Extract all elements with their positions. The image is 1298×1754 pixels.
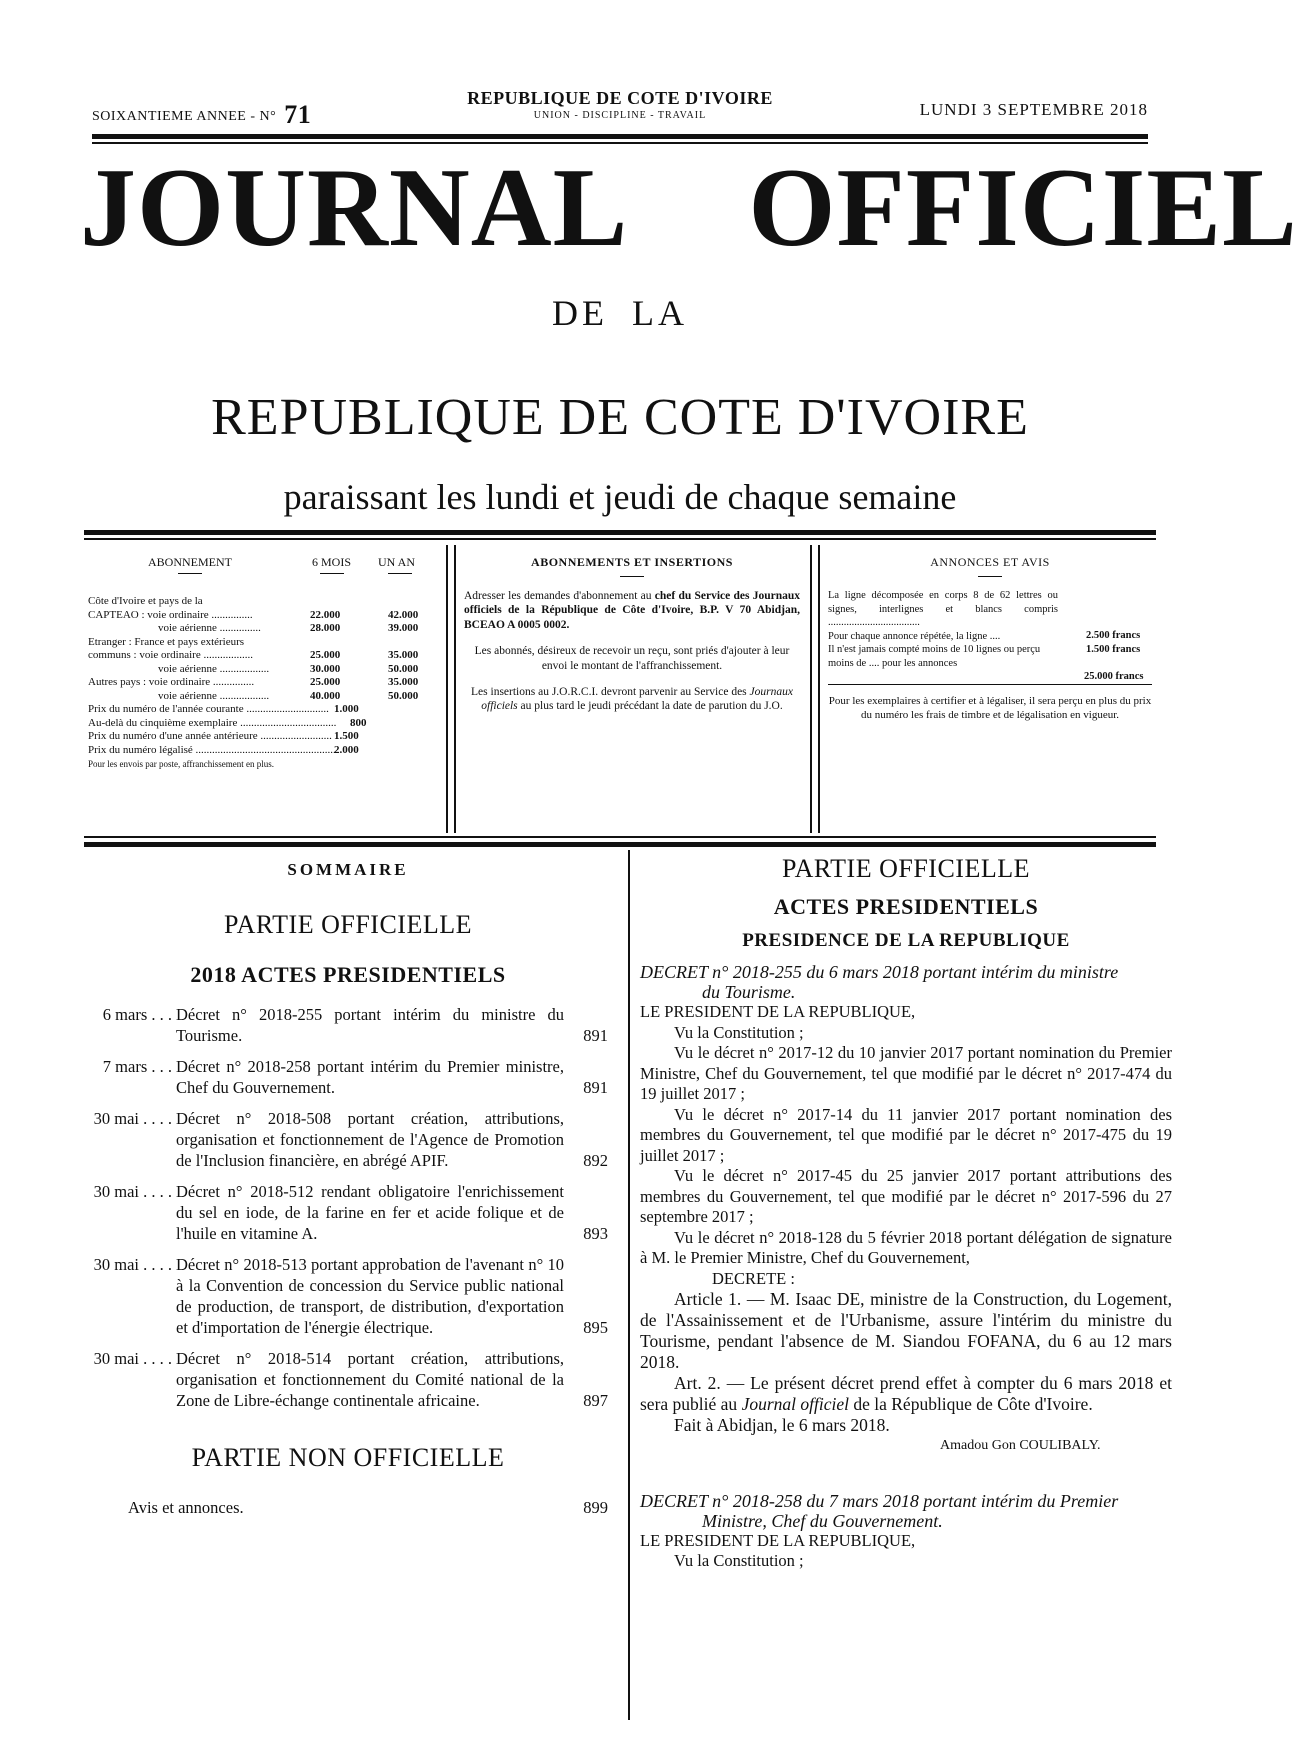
rate-label: Côte d'Ivoire et pays de la xyxy=(88,595,203,607)
price-label: Prix du numéro de l'année courante .............................. xyxy=(88,703,329,715)
national-motto: UNION - DISCIPLINE - TRAVAIL xyxy=(533,110,707,121)
heading-underline xyxy=(320,573,344,574)
toc-page: 892 xyxy=(583,1151,608,1170)
vu-list xyxy=(640,1023,1172,1269)
rate-un-an: 35.000 xyxy=(388,649,419,661)
rate-un-an: 35.000 xyxy=(388,676,419,688)
rate-label: Autres pays : voie ordinaire ............... xyxy=(88,676,255,688)
boxes-top-rule-thin xyxy=(84,538,1156,540)
sommaire-title: SOMMAIRE xyxy=(287,860,409,879)
country-title: REPUBLIQUE DE COTE D'IVOIRE xyxy=(211,389,1029,446)
abonnement-header xyxy=(88,545,438,585)
toc-entry[interactable] xyxy=(88,1108,608,1171)
price-row xyxy=(88,717,438,731)
deadline-prefix: Les insertions au J.O.R.C.I. devront parvenir au Service des xyxy=(471,685,747,698)
postage-note: Pour les envois par poste, affranchissement en plus. xyxy=(88,759,275,769)
insertions-address xyxy=(464,589,800,632)
fait-line: Fait à Abidjan, le 6 mars 2018. xyxy=(674,1415,890,1435)
journal-title xyxy=(80,146,1298,270)
main-actes-presidentiels: ACTES PRESIDENTIELS xyxy=(773,894,1039,919)
president-line-2: LE PRESIDENT DE LA REPUBLIQUE, xyxy=(640,1530,916,1550)
rate-un-an: 50.000 xyxy=(388,689,419,702)
toc-entry[interactable] xyxy=(88,1056,608,1098)
vu-clause: Vu le décret n° 2017-12 du 10 janvier 2017 portant nomination du Premier Ministre, Chef du Gouvernement, tel que modifié par le décret n° 2017-474 du 19 juillet 2017 ; xyxy=(640,1043,1172,1103)
decree-1-title-a: DECRET n° 2018-255 du 6 mars 2018 portant intérim du ministre xyxy=(640,962,1119,982)
toc-avis-label: Avis et annonces. xyxy=(128,1498,244,1517)
signature: Amadou Gon COULIBALY. xyxy=(940,1438,1101,1453)
toc-text: Décret n° 2018-508 portant création, attributions, organisation et fonctionnement de l'Agence de Promotion de l'Inclusion financière, en abrégé APIF. xyxy=(176,1109,564,1170)
title-de-la xyxy=(0,292,1240,334)
decree-2018-255 xyxy=(640,962,1172,1457)
price-row xyxy=(88,703,438,717)
header-rule-thin xyxy=(92,142,1148,144)
toc-date: 30 mai . . . . xyxy=(93,1255,172,1274)
decrete-line: DECRETE : xyxy=(712,1268,795,1288)
sommaire-actes-presidentiels: 2018 ACTES PRESIDENTIELS xyxy=(190,962,506,987)
rate-row xyxy=(88,622,438,636)
header-rule xyxy=(92,134,1148,139)
rate-row xyxy=(88,649,438,663)
article-2-italic: Journal officiel xyxy=(741,1394,849,1414)
boxes-top-rule xyxy=(84,530,1156,535)
rate-row xyxy=(88,663,438,677)
article-2-prefix: Art. 2. — Le présent décret prend effet à compter du 6 mars 2018 et sera publié au xyxy=(640,1373,1172,1414)
rate-un-an: 50.000 xyxy=(388,662,419,675)
rate-row xyxy=(88,690,438,704)
title-word-officiel: OFFICIEL xyxy=(748,146,1298,270)
info-boxes xyxy=(88,545,1152,833)
vu-clause: Vu le décret n° 2017-45 du 25 janvier 2017 portant attributions des membres du Gouvernement, tel que modifié par le décret n° 2017-596 du 27 septembre 2017 ; xyxy=(640,1166,1172,1226)
toc-text: Décret n° 2018-512 rendant obligatoire l'enrichissement du sel en iode, de la farine en fer et acide folique et de l'huile en vitamine A. xyxy=(176,1182,564,1243)
toc-page: 891 xyxy=(583,1026,608,1045)
box-divider xyxy=(810,545,820,833)
toc-text: Décret n° 2018-255 portant intérim du ministre du Tourisme. xyxy=(176,1005,564,1045)
address-prefix: Adresser les demandes d'abonnement au xyxy=(464,590,652,602)
rate-label: Etranger : France et pays extérieurs xyxy=(88,635,245,648)
main-column xyxy=(640,850,1172,1572)
abonnement-heading: ABONNEMENT xyxy=(148,555,232,569)
rate-label: voie aérienne .................. xyxy=(158,689,270,702)
legalisation-note: Pour les exemplaires à certifier et à légaliser, il sera perçu en plus du prix du numéro les frais de timbre et de légalisation en vigueur. xyxy=(828,695,1152,721)
boxes-bottom-rule-thin xyxy=(84,836,1156,838)
sommaire-partie-non-officielle: PARTIE NON OFFICIELLE xyxy=(191,1443,505,1472)
annonce-repeat-rate: Pour chaque annonce répétée, la ligne .... xyxy=(828,630,1001,642)
rate-6-mois: 28.000 xyxy=(310,622,341,634)
toc-page: 893 xyxy=(583,1224,608,1243)
header-bar xyxy=(92,88,1148,134)
vu-clause: Vu le décret n° 2017-14 du 11 janvier 2017 portant nomination des membres du Gouvernement, tel que modifié par le décret n° 2017-475 du 19 juillet 2017 ; xyxy=(640,1104,1172,1165)
price-label: Prix du numéro légalisé ................................................... xyxy=(88,743,336,756)
rate-row xyxy=(88,609,438,623)
toc-date: 30 mai . . . . xyxy=(93,1182,172,1201)
decree-2-title-a: DECRET n° 2018-258 du 7 mars 2018 portant intérim du Premier xyxy=(640,1490,1119,1511)
rate-label: voie aérienne ............... xyxy=(158,622,261,634)
box-divider xyxy=(446,545,456,833)
toc-text: Décret n° 2018-258 portant intérim du Premier ministre, Chef du Gouvernement. xyxy=(176,1057,564,1097)
toc-page: 895 xyxy=(583,1318,608,1337)
issue-number: 71 xyxy=(284,100,312,129)
toc-text: Décret n° 2018-513 portant approbation de l'avenant n° 10 à la Convention de concession du Service public national de production, de transport, de distribution, d'exportation et d'importation de l'énergie électrique. xyxy=(176,1255,564,1337)
rate-label: CAPTEAO : voie ordinaire ............... xyxy=(88,608,253,621)
article-2-suffix: de la République de Côte d'Ivoire. xyxy=(853,1394,1093,1414)
rate-6-mois: 40.000 xyxy=(310,689,341,702)
president-line: LE PRESIDENT DE LA REPUBLIQUE, xyxy=(640,1002,916,1021)
rate-row xyxy=(88,595,438,609)
prices-table xyxy=(88,703,438,757)
annonces-rates xyxy=(828,589,1152,682)
insertions-deadline xyxy=(464,685,800,714)
price-value: 800 xyxy=(350,716,367,729)
price-value: 2.000 xyxy=(334,743,359,756)
annonces-box xyxy=(828,545,1152,833)
toc-avis-page: 899 xyxy=(583,1498,608,1517)
heading-underline xyxy=(178,573,202,574)
annonce-price-2: 1.500 francs xyxy=(1086,644,1141,655)
annonces-divider xyxy=(828,684,1152,685)
rate-6-mois: 25.000 xyxy=(310,676,341,688)
rate-label: communs : voie ordinaire .................. xyxy=(88,649,253,661)
decree-2-title-b: Ministre, Chef du Gouvernement. xyxy=(702,1510,943,1531)
insertions-box xyxy=(464,545,800,833)
sommaire-column xyxy=(88,850,608,1528)
decree-1-title-b: du Tourisme. xyxy=(702,982,796,1002)
deadline-suffix: au plus tard le jeudi précédant la date de parution du J.O. xyxy=(520,700,783,713)
insertions-heading: ABONNEMENTS ET INSERTIONS xyxy=(531,555,733,569)
rate-row xyxy=(88,676,438,690)
toc-date: 6 mars . . . xyxy=(102,1005,172,1024)
toc-entry[interactable] xyxy=(88,1254,608,1338)
price-label: Prix du numéro d'une année antérieure .......................... xyxy=(88,730,332,742)
vu-clause: Vu le décret n° 2018-128 du 5 février 2018 portant délégation de signature à M. le Premier Ministre, Chef du Gouvernement, xyxy=(640,1227,1172,1267)
title-word-journal: JOURNAL xyxy=(80,146,629,270)
annonce-price-1: 2.500 francs xyxy=(1086,630,1141,641)
toc-entry[interactable] xyxy=(88,1181,608,1244)
main-presidence: PRESIDENCE DE LA REPUBLIQUE xyxy=(742,930,1070,951)
toc-text: Décret n° 2018-514 portant création, attributions, organisation et fonctionnement du Comité national de la Zone de Libre-échange continentale africaine. xyxy=(176,1349,564,1410)
price-label: Au-delà du cinquième exemplaire ................................... xyxy=(88,716,337,729)
annonces-heading: ANNONCES ET AVIS xyxy=(930,555,1050,569)
deadline-italic: Journaux officiels xyxy=(481,685,793,713)
address-bold: chef du Service des Journaux officiels de la République de Côte d'Ivoire, B.P. V 70 Abidjan, BCEAO A 0005 0002. xyxy=(464,590,801,631)
annonce-minimum: Il n'est jamais compté moins de 10 lignes ou perçu moins de .... pour les annonces xyxy=(828,644,1041,669)
toc-page: 897 xyxy=(583,1391,608,1410)
vu-constitution-2: Vu la Constitution ; xyxy=(674,1551,804,1570)
toc-page: 891 xyxy=(583,1078,608,1097)
decree-1-title xyxy=(640,962,1172,1002)
word-la: LA xyxy=(632,293,688,333)
article-1: Article 1. — M. Isaac DE, ministre de la Construction, du Logement, de l'Assainissement et de l'Urbanisme, assure l'intérim du ministre du Tourisme, pendant l'absence de M. Siandou FOFANA, du 6 au 12 mars 2018. xyxy=(640,1289,1172,1372)
price-value: 1.000 xyxy=(334,703,359,715)
vu-clause: Vu la Constitution ; xyxy=(674,1022,804,1042)
abonnement-box xyxy=(88,545,438,833)
rate-label: voie aérienne .................. xyxy=(158,662,270,675)
publication-frequency: paraissant les lundi et jeudi de chaque semaine xyxy=(283,477,957,517)
toc-entry[interactable] xyxy=(88,1004,608,1046)
republic-name: REPUBLIQUE DE COTE D'IVOIRE xyxy=(467,88,773,108)
rate-6-mois: 22.000 xyxy=(310,608,341,621)
decree-2-title xyxy=(640,1491,1172,1531)
main-partie-officielle: PARTIE OFFICIELLE xyxy=(782,854,1030,883)
boxes-bottom-rule xyxy=(84,842,1156,847)
col-un-an: UN AN xyxy=(378,555,416,569)
toc-date: 30 mai . . . . xyxy=(93,1349,172,1368)
toc-date: 30 mai . . . . xyxy=(93,1109,172,1128)
annonce-line-rate: La ligne décomposée en corps 8 de 62 lettres ou signes, interlignes et blancs compris ................................... xyxy=(828,590,1058,628)
toc-entry[interactable] xyxy=(88,1348,608,1411)
decree-2018-258 xyxy=(640,1491,1172,1572)
rate-un-an: 39.000 xyxy=(388,622,419,634)
heading-underline xyxy=(388,573,412,574)
rates-table xyxy=(88,595,438,703)
edition-text: SOIXANTIEME ANNEE - N° xyxy=(92,109,277,124)
price-value: 1.500 xyxy=(334,730,359,742)
issue-date: LUNDI 3 SEPTEMBRE 2018 xyxy=(919,100,1148,119)
price-row xyxy=(88,730,438,744)
price-row xyxy=(88,744,438,758)
sommaire-partie-officielle: PARTIE OFFICIELLE xyxy=(224,910,472,939)
article-2 xyxy=(640,1373,1172,1415)
toc-date: 7 mars . . . xyxy=(102,1057,172,1076)
rate-6-mois: 25.000 xyxy=(310,649,341,661)
col-6-mois: 6 MOIS xyxy=(312,555,352,569)
rate-row xyxy=(88,636,438,650)
annonce-price-3: 25.000 francs xyxy=(1084,671,1144,682)
word-de: DE xyxy=(552,293,608,333)
toc-avis-entry[interactable] xyxy=(88,1497,608,1518)
sommaire-list xyxy=(88,1004,608,1411)
rate-6-mois: 30.000 xyxy=(310,662,341,675)
receipt-note: Les abonnés, désireux de recevoir un reçu, sont priés d'ajouter à leur envoi le montant de l'affranchissement. xyxy=(474,645,790,672)
rate-un-an: 42.000 xyxy=(388,608,419,621)
column-divider xyxy=(628,850,630,1720)
